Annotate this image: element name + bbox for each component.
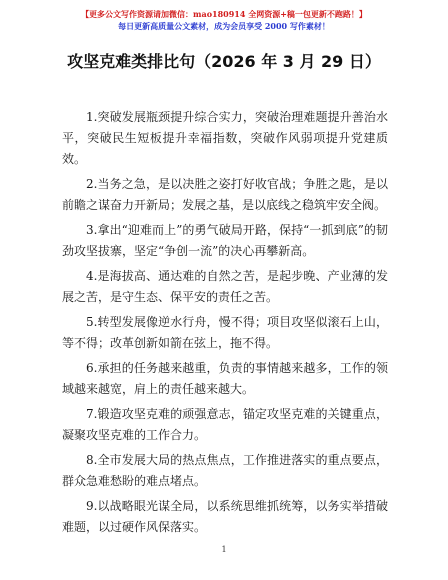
page-number: 1 — [221, 545, 227, 554]
list-item: 2.当务之急，是以决胜之姿打好收官战；争胜之匙，是以前瞻之谋奋力开新局；发展之基，是以底线之稳筑牢安全阀。 — [62, 177, 388, 212]
list-item: 6.承担的任务越来越重，负责的事情越来越多，工作的领域越来越宽，肩上的责任越来越大。 — [62, 361, 388, 396]
document-title: 攻坚克难类排比句（2026 年 3 月 29 日） — [67, 52, 381, 71]
list-item: 3.拿出“迎难而上”的勇气破局开路，保持“一抓到底”的韧劲攻坚拔寨，坚定“争创一流”的决心再攀新高。 — [62, 223, 388, 258]
list-item: 9.以战略眼光谋全局，以系统思维抓统筹，以务实举措破难题，以过硬作风保落实。 — [62, 499, 388, 534]
document-body — [62, 107, 388, 542]
list-item: 5.转型发展像逆水行舟，慢不得；项目攻坚似滚石上山，等不得；改革创新如箭在弦上，拖不得。 — [62, 315, 388, 350]
list-item: 1.突破发展瓶颈提升综合实力，突破治理难题提升善治水平，突破民生短板提升幸福指数，突破作风弱项提升党建质效。 — [62, 110, 388, 166]
banner-subtitle-line: 每日更新高质量公文素材，成为会员享受 2000 写作素材！ — [118, 21, 330, 31]
banner-promo-line: 【更多公文写作资源请加微信：mao180914 全网资源+稿一包更新不跑路！】 — [81, 9, 367, 19]
list-item: 7.锻造攻坚克难的顽强意志，锚定攻坚克难的关键重点，凝聚攻坚克难的工作合力。 — [62, 407, 388, 442]
list-item: 8.全市发展大局的热点焦点，工作推进落实的重点要点，群众急难愁盼的难点堵点。 — [62, 453, 388, 488]
list-item: 4.是海拔高、通达难的自然之苦，是起步晚、产业薄的发展之苦，是守生态、保平安的责任之苦。 — [62, 269, 388, 304]
